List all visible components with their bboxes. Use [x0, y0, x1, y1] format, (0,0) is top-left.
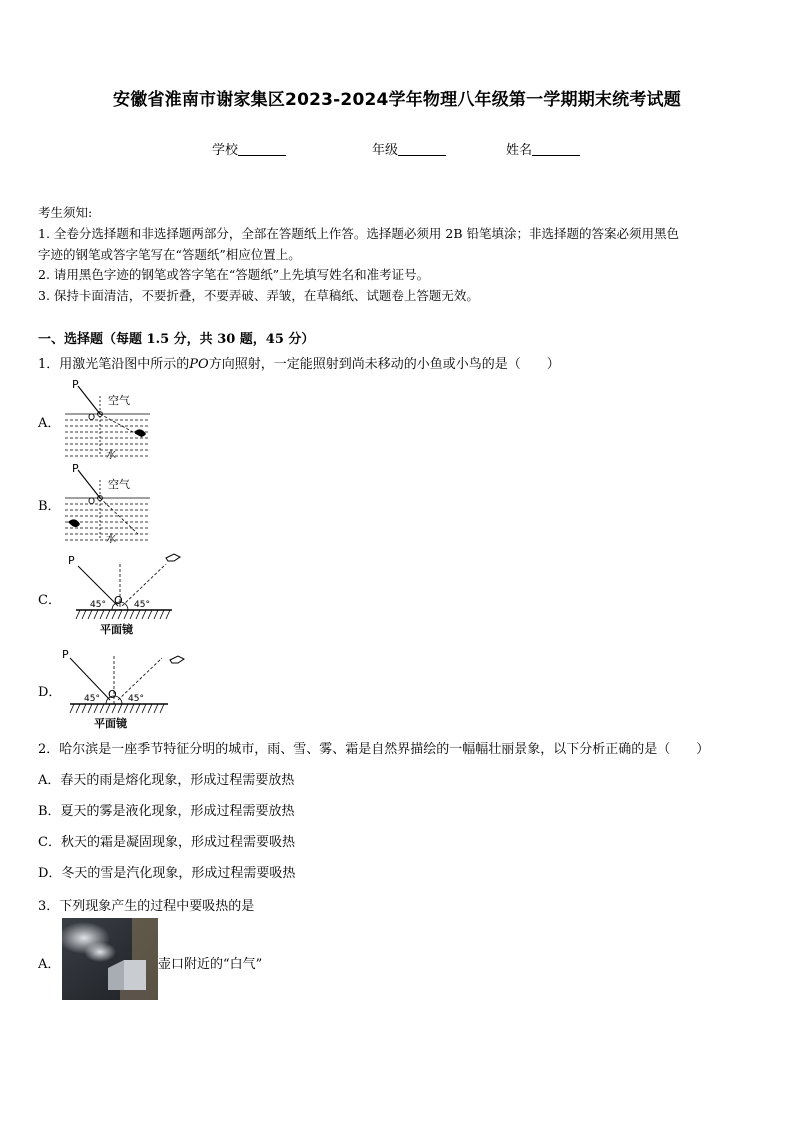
q1-stem-prefix: 1．用激光笔沿图中所示的	[38, 357, 190, 372]
fish-icon	[68, 519, 80, 527]
grade-blank[interactable]	[398, 142, 446, 156]
exam-title: 安徽省淮南市谢家集区2023-2024学年物理八年级第一学期期末统考试题	[113, 90, 681, 110]
q1-option-a-letter[interactable]: A．	[38, 416, 61, 431]
fig-a-label-o: O	[88, 413, 96, 423]
question-3-stem: 3．下列现象产生的过程中要吸热的是	[38, 899, 255, 914]
fig-b-label-p: P	[72, 462, 79, 475]
fig-c-label-o: O	[114, 594, 123, 607]
fig-b-label-o: O	[88, 497, 96, 507]
q1-stem-suffix: 方向照射，一定能照射到尚未移动的小鱼或小鸟的是（ ）	[208, 357, 560, 372]
grade-label: 年级	[372, 143, 399, 158]
q1-stem-italic: PO	[189, 357, 209, 372]
q2-option-a[interactable]: A．春天的雨是熔化现象，形成过程需要放热	[38, 773, 295, 788]
name-blank[interactable]	[532, 142, 580, 156]
notice-item-3: 3. 保持卡面清洁，不要折叠，不要弄破、弄皱，在草稿纸、试题卷上答题无效。	[38, 288, 479, 303]
q3-option-a-text[interactable]: 壶口附近的“白气”	[158, 957, 263, 972]
fig-b-label-air: 空气	[108, 478, 130, 491]
q2-option-d[interactable]: D．冬天的雪是汽化现象，形成过程需要吸热	[38, 866, 296, 881]
school-label: 学校	[212, 143, 239, 158]
q1-option-c-letter[interactable]: C．	[38, 593, 61, 608]
fish-icon	[134, 429, 146, 436]
fig-c-label-mirror: 平面镜	[100, 623, 133, 636]
bird-icon	[170, 656, 184, 663]
school-field[interactable]	[212, 139, 286, 158]
fig-d-label-o: O	[108, 688, 117, 701]
section-heading: 一、选择题（每题 1.5 分，共 30 题，45 分）	[38, 332, 315, 347]
fig-d-label-mirror: 平面镜	[94, 717, 127, 730]
fig-c-angle-left: 45°	[90, 600, 106, 610]
fig-c-label-p: P	[68, 554, 75, 567]
fig-d-angle-left: 45°	[84, 694, 100, 704]
notice-item-1: 1. 全卷分选择题和非选择题两部分，全部在答题纸上作答。选择题必须用 2B 铅笔填涂；非选择题的答案必须用黑色	[38, 226, 679, 241]
fig-a-label-p: P	[72, 378, 79, 391]
notice-item-1-cont: 字迹的钢笔或答字笔写在“答题纸”相应位置上。	[38, 247, 301, 262]
q1-figure-c[interactable]	[62, 548, 188, 640]
name-label: 姓名	[506, 143, 533, 158]
question-1-stem	[38, 353, 560, 372]
q1-figure-a[interactable]	[62, 376, 154, 462]
notice-item-2: 2. 请用黑色字迹的钢笔或答字笔在“答题纸”上先填写姓名和准考证号。	[38, 267, 430, 282]
bird-icon	[166, 554, 180, 561]
q2-option-c[interactable]: C．秋天的霜是凝固现象，形成过程需要吸热	[38, 835, 295, 850]
q1-option-d-letter[interactable]: D．	[38, 685, 62, 700]
kettle-steam-photo	[62, 918, 158, 1000]
q2-option-b[interactable]: B．夏天的雾是液化现象，形成过程需要放热	[38, 804, 295, 819]
q1-figure-b[interactable]	[62, 460, 154, 546]
grade-field[interactable]	[372, 139, 446, 158]
fig-d-angle-right: 45°	[128, 694, 144, 704]
fig-d-label-p: P	[62, 648, 69, 661]
question-2-stem: 2．哈尔滨是一座季节特征分明的城市，雨、雪、雾、霜是自然界描绘的一幅幅壮丽景象，以下分析正确的是（ ）	[38, 742, 710, 757]
q3-option-a-letter[interactable]: A．	[38, 957, 61, 972]
q1-figure-d[interactable]	[62, 642, 194, 734]
fig-a-label-air: 空气	[108, 394, 130, 407]
school-blank[interactable]	[238, 142, 286, 156]
notice-heading: 考生须知:	[38, 205, 93, 220]
fig-b-label-water: 水	[106, 534, 116, 545]
name-field[interactable]	[506, 139, 580, 158]
fig-c-angle-right: 45°	[134, 600, 150, 610]
fig-a-label-water: 水	[106, 450, 116, 461]
q1-option-b-letter[interactable]: B．	[38, 499, 61, 514]
